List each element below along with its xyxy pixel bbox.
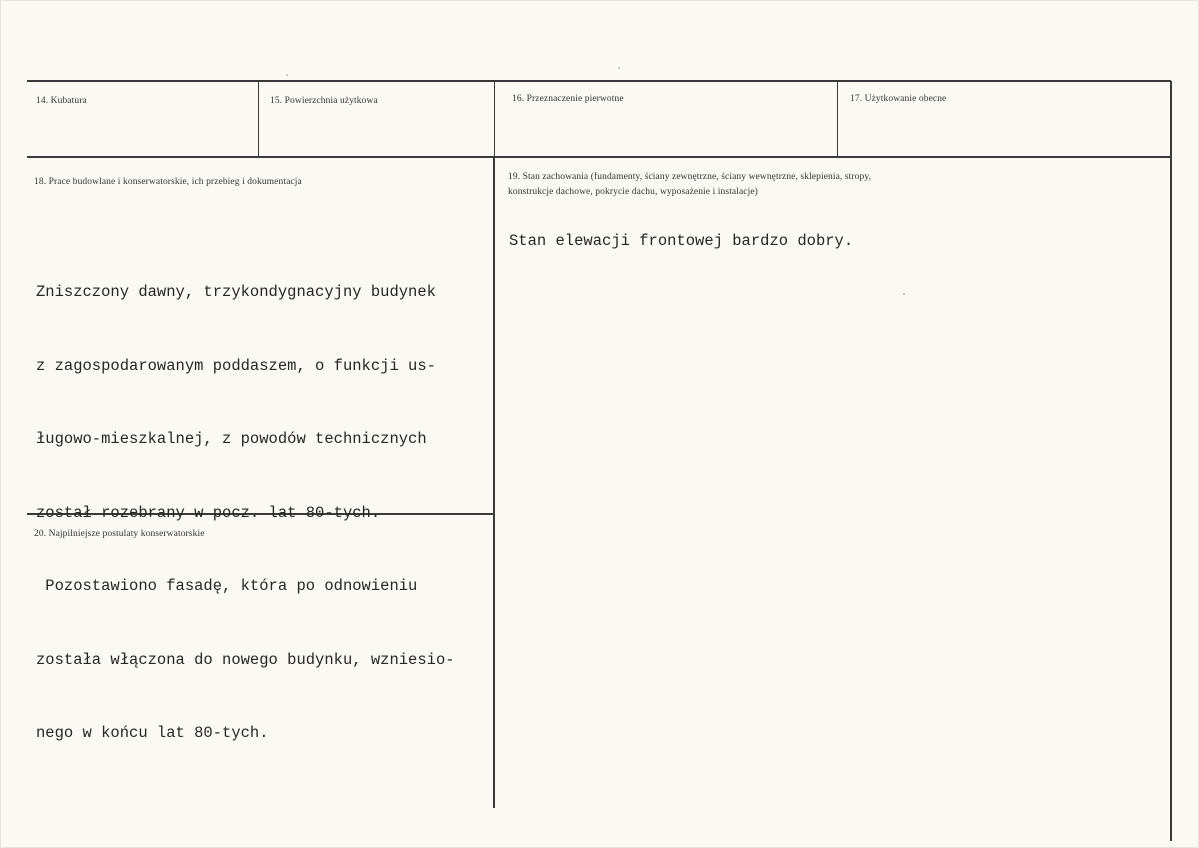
row-divider-rule (27, 156, 1171, 158)
field-20-label: 20. Najpilniejsze postulaty konserwatorskie (34, 529, 205, 539)
paper-speck (903, 293, 905, 295)
paper-speck (618, 67, 620, 69)
field-18-line-5: Pozostawiono fasadę, która po odnowieniu (36, 577, 418, 595)
row1-divider-2 (494, 81, 495, 157)
center-column-divider (493, 157, 495, 808)
field-16-label: 16. Przeznaczenie pierwotne (512, 94, 624, 104)
field-14-label: 14. Kubatura (36, 96, 87, 106)
field-18-line-2: z zagospodarowanym poddaszem, o funkcji us- (36, 356, 436, 375)
paper-speck (286, 74, 288, 76)
field-18-line-1: Zniszczony dawny, trzykondygnacyjny budynek (36, 283, 436, 301)
field-18-typed-text (36, 231, 455, 795)
right-border (1170, 81, 1172, 841)
row1-divider-1 (258, 81, 259, 157)
field-15-label: 15. Powierzchnia użytkowa (270, 96, 378, 106)
field-19-label-line-1: 19. Stan zachowania (fundamenty, ściany zewnętrzne, ściany wewnętrzne, sklepienia, stropy, (508, 172, 872, 182)
field-19-typed-text: Stan elewacji frontowej bardzo dobry. (509, 232, 854, 250)
field-18-line-4: został rozebrany w pocz. lat 80-tych. (36, 503, 381, 522)
field-18-line-3: ługowo-mieszkalnej, z powodów technicznych (36, 430, 427, 448)
field-18-line-7: nego w końcu lat 80-tych. (36, 724, 269, 742)
field-19-label (508, 170, 871, 200)
top-rule (27, 80, 1171, 82)
row1-divider-3 (837, 81, 838, 157)
field-17-label: 17. Użytkowanie obecne (850, 94, 947, 104)
field-19-label-line-2: konstrukcje dachowe, pokrycie dachu, wyposażenie i instalacje) (508, 187, 758, 197)
field-18-label: 18. Prace budowlane i konserwatorskie, ich przebieg i dokumentacja (34, 177, 302, 187)
field-18-line-6: została włączona do nowego budynku, wzniesio- (36, 650, 455, 669)
